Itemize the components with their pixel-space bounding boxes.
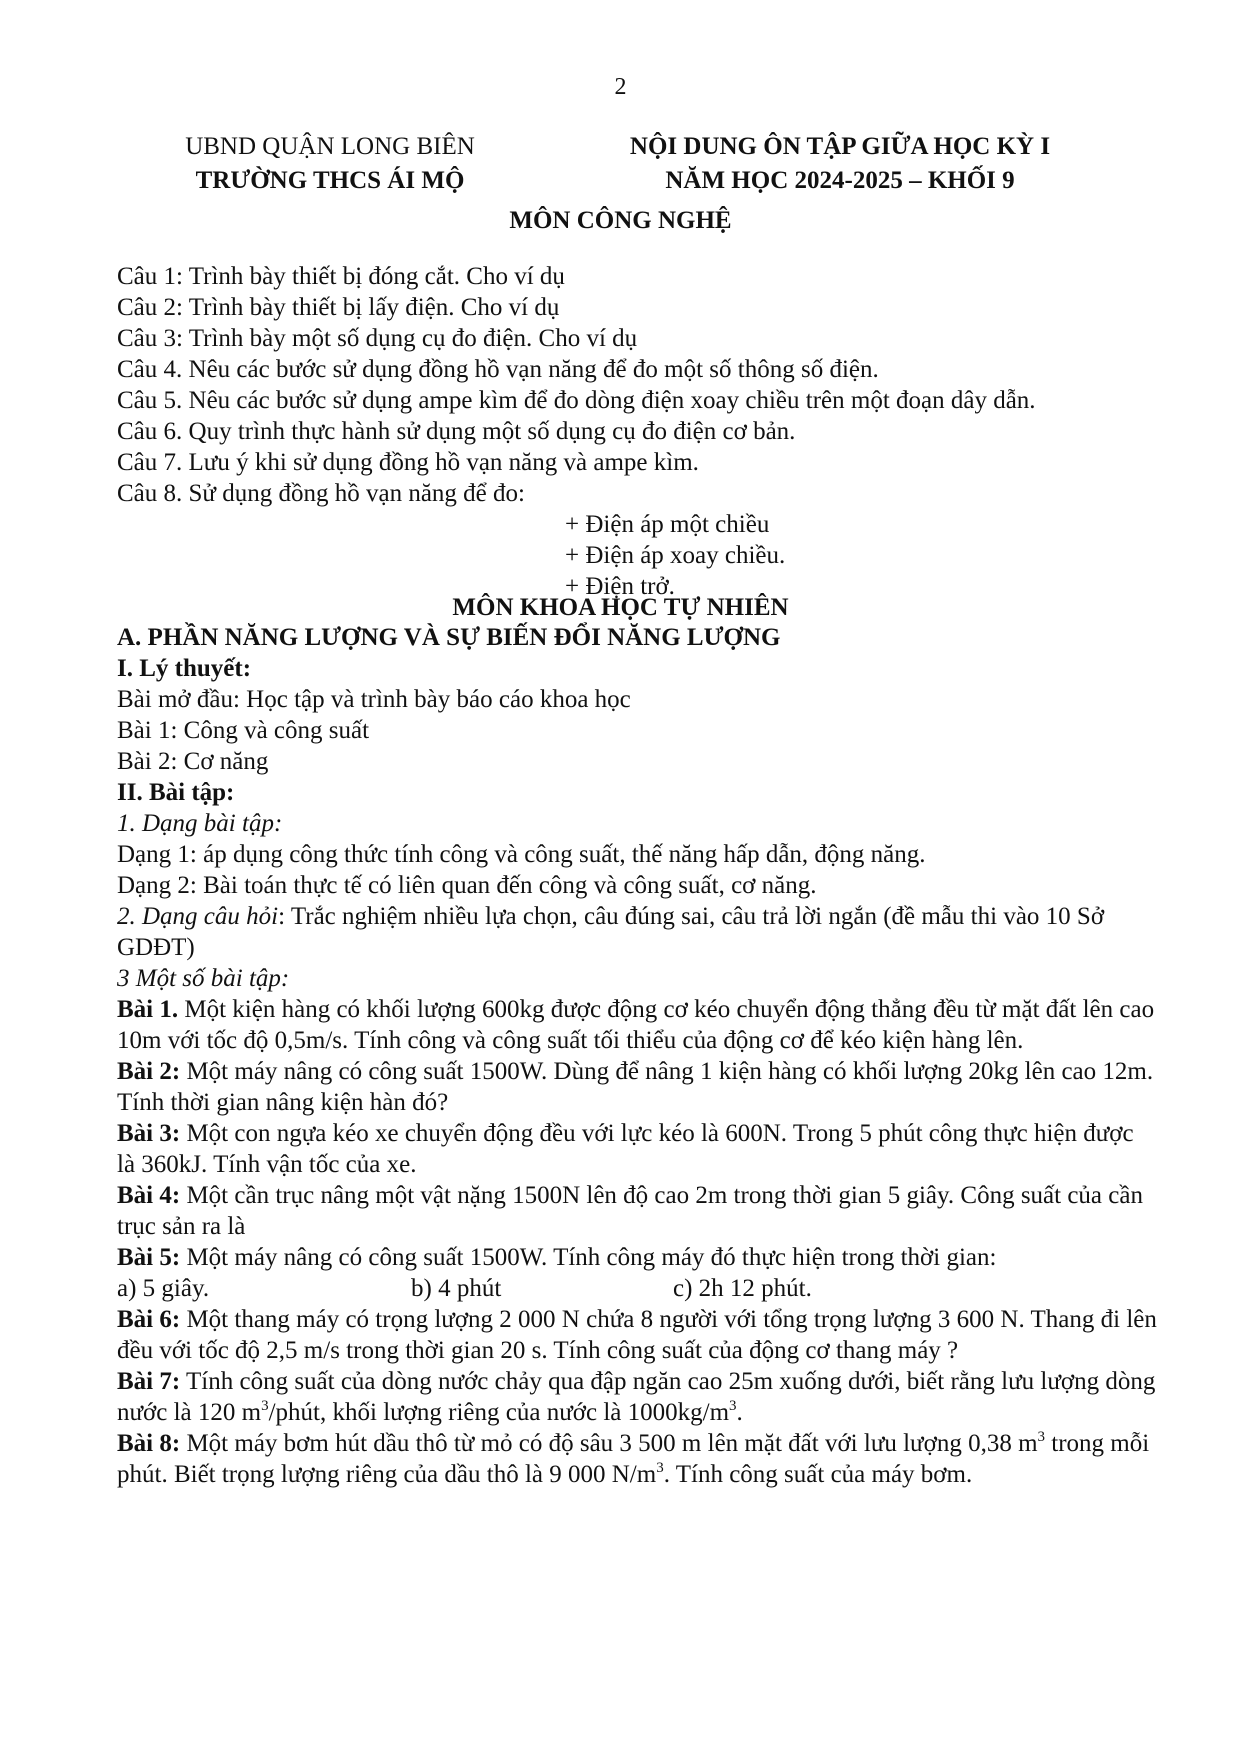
exercise-5-options	[117, 1273, 1157, 1304]
exercise-text: Một cần trục nâng một vật nặng 1500N lên độ cao 2m trong thời gian 5 giây. Công suất của cần trục sản ra là	[117, 1182, 1143, 1240]
question-item: Câu 1: Trình bày thiết bị đóng cắt. Cho ví dụ	[117, 263, 565, 290]
exercise-text: Một máy nâng có công suất 1500W. Dùng để nâng 1 kiện hàng có khối lượng 20kg lên cao 12m. Tính thời gian nâng kiện hàn đó?	[117, 1058, 1154, 1116]
page-number: 2	[614, 74, 627, 100]
question-item: Câu 8. Sử dụng đồng hồ vạn năng để đo:	[117, 480, 525, 507]
question-form-label: 2. Dạng câu hỏi	[117, 903, 279, 930]
question-item: Câu 7. Lưu ý khi sử dụng đồng hồ vạn năng và ampe kìm.	[117, 449, 699, 476]
document-header	[590, 130, 1090, 198]
exercise-text: . Tính công suất của máy bơm.	[663, 1461, 973, 1488]
question-item: Câu 2: Trình bày thiết bị lấy điện. Cho ví dụ	[117, 294, 560, 321]
measure-item: + Điện áp một chiều	[565, 511, 770, 538]
exercise-heading: II. Bài tập:	[117, 779, 235, 806]
exercise-label: Bài 4:	[117, 1182, 181, 1209]
theory-item: Bài 2: Cơ năng	[117, 748, 269, 775]
measure-item: + Điện áp xoay chiều.	[565, 542, 786, 569]
section-a-heading: A. PHẦN NĂNG LƯỢNG VÀ SỰ BIẾN ĐỔI NĂNG LƯỢNG	[117, 624, 781, 651]
superscript: 3	[729, 1398, 737, 1414]
exercise-3	[117, 1118, 1157, 1180]
exercise-text: /phút, khối lượng riêng của nước là 1000kg/m	[268, 1399, 730, 1426]
exercise-4	[117, 1180, 1157, 1242]
some-exercises-heading: 3 Một số bài tập:	[117, 965, 290, 992]
theory-item: Bài mở đầu: Học tập và trình bày báo cáo khoa học	[117, 686, 631, 713]
exercise-label: Bài 8:	[117, 1430, 181, 1457]
district-name: UBND QUẬN LONG BIÊN	[185, 133, 475, 160]
khtn-title: MÔN KHOA HỌC TỰ NHIÊN	[452, 594, 789, 621]
question-item: Câu 3: Trình bày một số dụng cụ đo điện. Cho ví dụ	[117, 325, 638, 352]
superscript: 3	[1037, 1429, 1046, 1445]
cong-nghe-questions	[117, 261, 1157, 602]
school-header	[130, 130, 530, 198]
exercise-text: Một kiện hàng có khối lượng 600kg được động cơ kéo chuyển động thẳng đều từ mặt đất lên cao 10m với tốc độ 0,5m/s. Tính công và công suất tối thiểu của động cơ để kéo kiện hàng lên.	[117, 996, 1155, 1054]
option-a: a) 5 giây.	[117, 1275, 210, 1302]
theory-item: Bài 1: Công và công suất	[117, 717, 370, 744]
question-item: Câu 6. Quy trình thực hành sử dụng một số dụng cụ đo điện cơ bản.	[117, 418, 796, 445]
exercise-1	[117, 994, 1157, 1056]
question-form-text: : Trắc nghiệm nhiều lựa chọn, câu đúng sai, câu trả lời ngắn (đề mẫu thi vào 10 Sở GDĐT)	[117, 903, 1105, 961]
exercise-7	[117, 1366, 1157, 1428]
question-item: Câu 4. Nêu các bước sử dụng đồng hồ vạn năng để đo một số thông số điện.	[117, 356, 879, 383]
exercise-6	[117, 1304, 1157, 1366]
question-form	[117, 901, 1157, 963]
exercise-text: Một máy bơm hút dầu thô từ mỏ có độ sâu 3 500 m lên mặt đất với lưu lượng 0,38 m	[180, 1430, 1038, 1457]
cong-nghe-title: MÔN CÔNG NGHỆ	[509, 207, 732, 234]
exercise-5	[117, 1242, 1157, 1273]
exercise-text: .	[736, 1399, 743, 1426]
exercise-8	[117, 1428, 1157, 1490]
option-c: c) 2h 12 phút.	[673, 1275, 812, 1302]
exercise-type: Dạng 2: Bài toán thực tế có liên quan đến công và công suất, cơ năng.	[117, 872, 817, 899]
exercise-label: Bài 1.	[117, 996, 179, 1023]
exercise-text: Một thang máy có trọng lượng 2 000 N chứa 8 người với tổng trọng lượng 3 600 N. Thang đi lên đều với tốc độ 2,5 m/s trong thời gian 20 s. Tính công suất của động cơ thang máy ?	[117, 1306, 1157, 1364]
school-name: TRƯỜNG THCS ÁI MỘ	[195, 167, 465, 194]
superscript: 3	[261, 1398, 269, 1414]
exercise-text: Một máy nâng có công suất 1500W. Tính công máy đó thực hiện trong thời gian:	[180, 1244, 997, 1271]
document-title: NỘI DUNG ÔN TẬP GIỮA HỌC KỲ I	[629, 133, 1051, 160]
exercise-text: Tính công suất của dòng nước chảy qua đập ngăn cao 25m xuống dưới, biết rằng lưu lượng dòng nước là 120 m	[117, 1368, 1156, 1426]
exercise-2	[117, 1056, 1157, 1118]
exercise-text: trong mỗi phút. Biết trọng lượng riêng của dầu thô là 9 000 N/m	[117, 1430, 1150, 1488]
exercise-label: Bài 5:	[117, 1244, 181, 1271]
exercise-label: Bài 2:	[117, 1058, 181, 1085]
exercise-label: Bài 7:	[117, 1368, 181, 1395]
types-heading: 1. Dạng bài tập:	[117, 810, 283, 837]
school-year: NĂM HỌC 2024-2025 – KHỐI 9	[665, 167, 1015, 194]
khtn-content	[117, 622, 1157, 1490]
exercise-label: Bài 3:	[117, 1120, 181, 1147]
exercise-label: Bài 6:	[117, 1306, 181, 1333]
question-item: Câu 5. Nêu các bước sử dụng ampe kìm để đo dòng điện xoay chiều trên một đoạn dây dẫn.	[117, 387, 1036, 414]
option-b: b) 4 phút	[411, 1275, 502, 1302]
exercise-type: Dạng 1: áp dụng công thức tính công và công suất, thế năng hấp dẫn, động năng.	[117, 841, 926, 868]
measure-item: + Điện trở.	[565, 573, 675, 600]
exercise-text: Một con ngựa kéo xe chuyển động đều với lực kéo là 600N. Trong 5 phút công thực hiện được là 360kJ. Tính vận tốc của xe.	[117, 1120, 1134, 1178]
theory-heading: I. Lý thuyết:	[117, 655, 252, 682]
superscript: 3	[656, 1460, 664, 1476]
